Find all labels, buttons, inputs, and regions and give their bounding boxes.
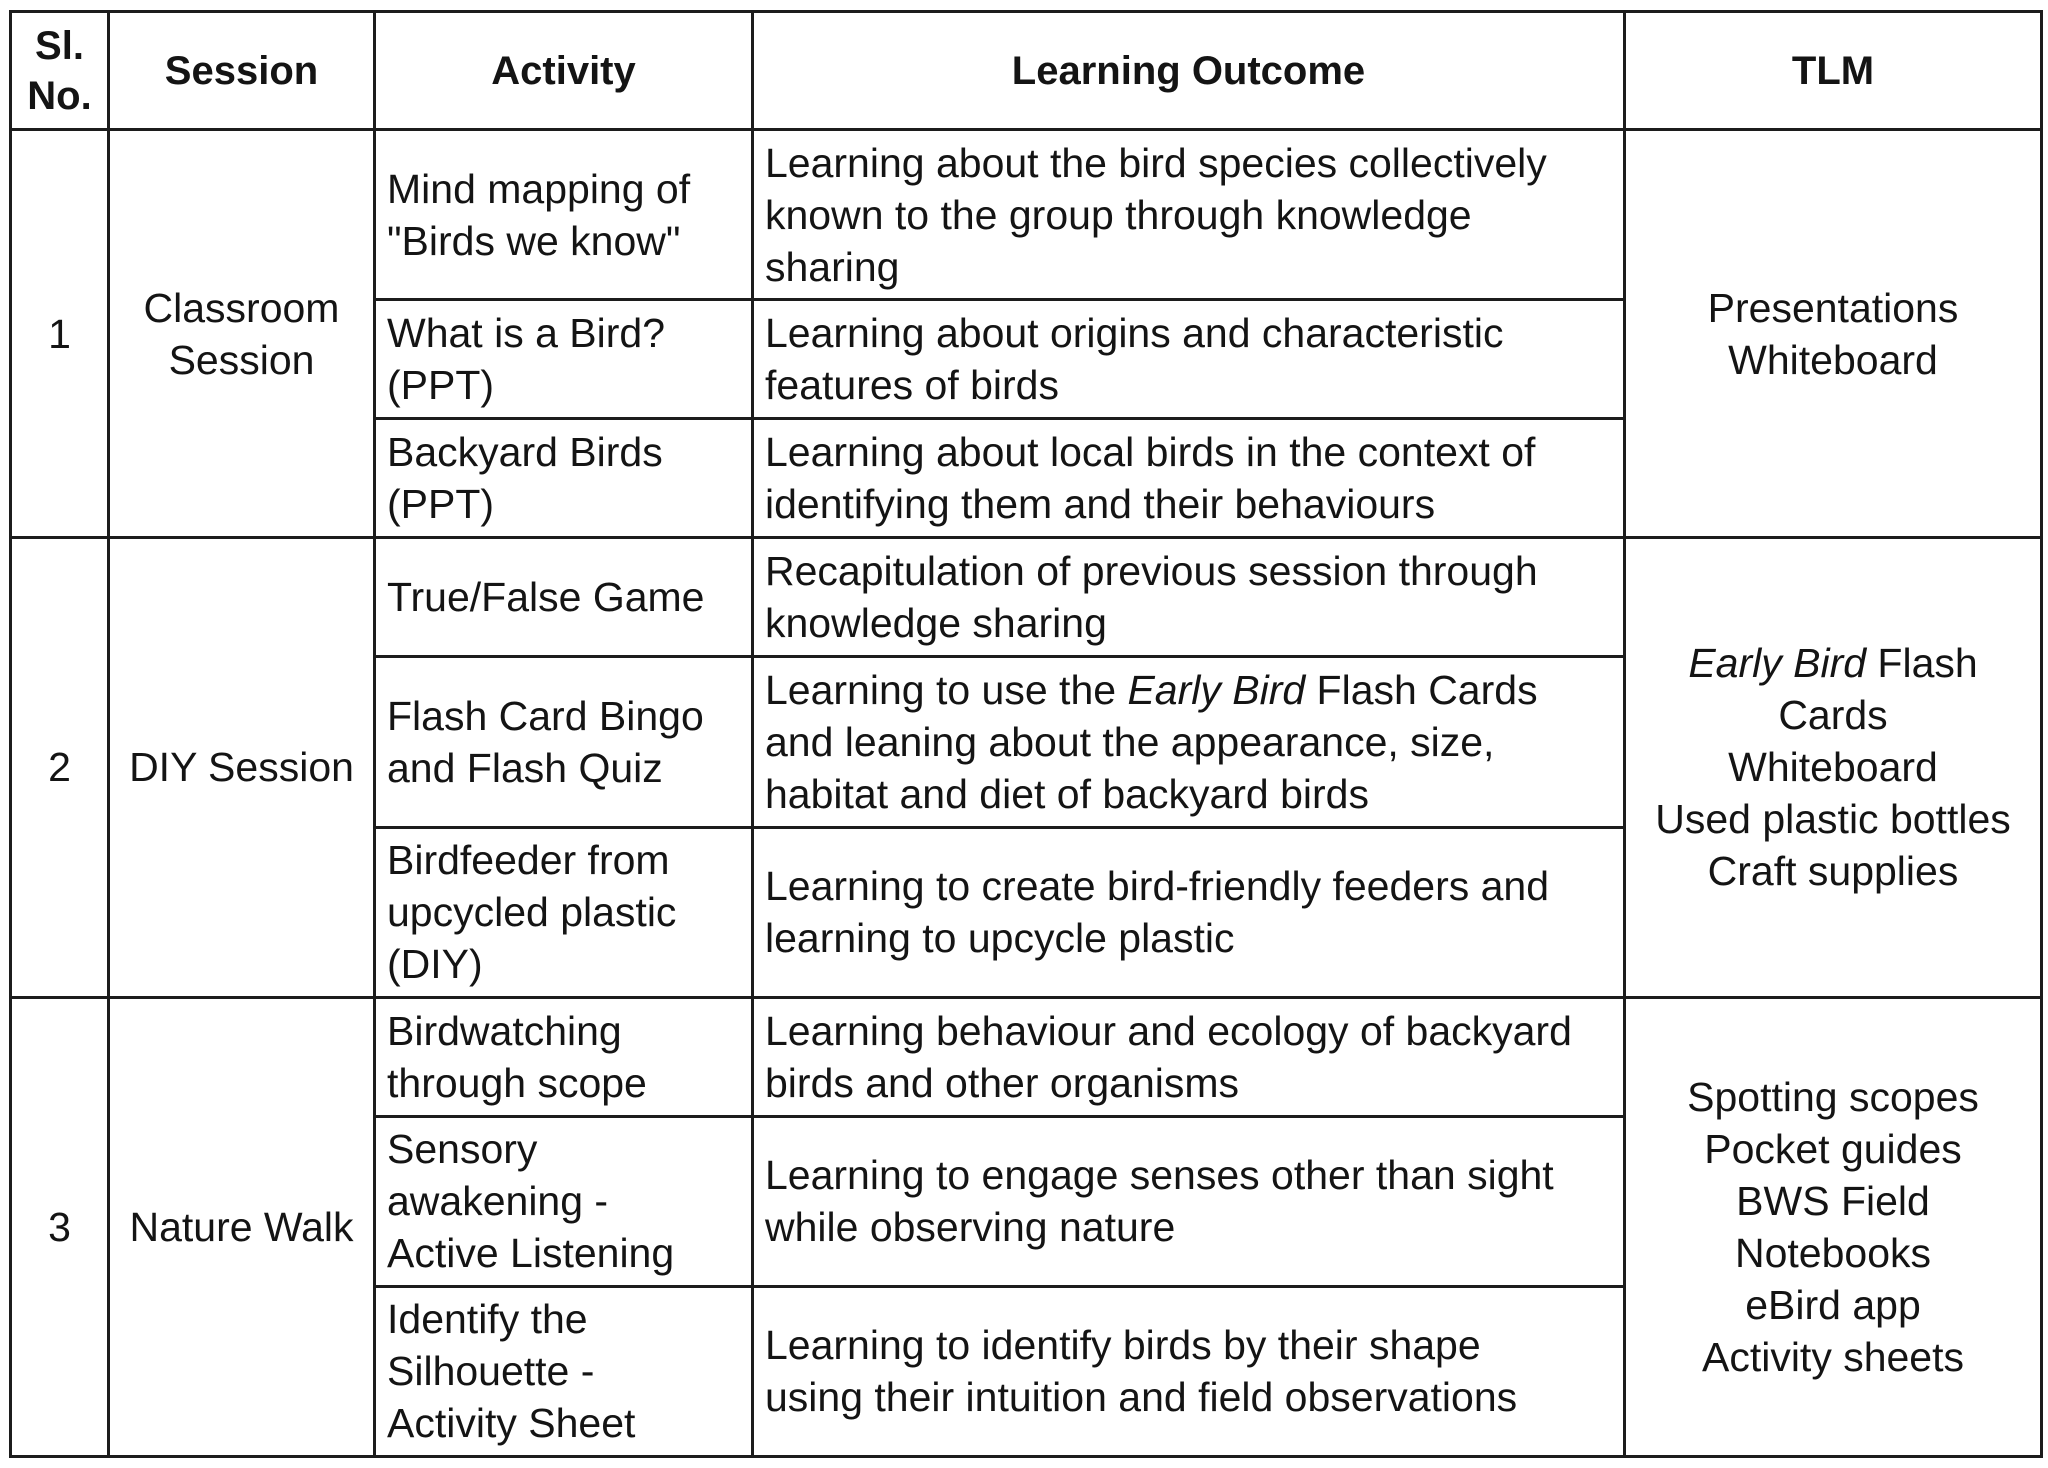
early-bird-title: Early Bird	[1688, 640, 1867, 687]
outcome-cell: Learning about local birds in the context of identifying them and their behaviours	[753, 419, 1625, 538]
outcome-cell: Learning about origins and characteristic features of birds	[753, 300, 1625, 419]
activity-cell: Identify the Silhouette - Activity Sheet	[375, 1286, 753, 1456]
header-session: Session	[109, 12, 375, 130]
outcome-cell: Recapitulation of previous session through knowledge sharing	[753, 538, 1625, 657]
header-activity: Activity	[375, 12, 753, 130]
activity-cell: Flash Card Bingo and Flash Quiz	[375, 657, 753, 827]
session-cell: Classroom Session	[109, 130, 375, 538]
session-cell: DIY Session	[109, 538, 375, 997]
tlm-cell: Spotting scopes Pocket guides BWS Field Notebooks eBird app Activity sheets	[1625, 997, 2042, 1456]
outcome-cell: Learning to identify birds by their shape using their intuition and field observations	[753, 1286, 1625, 1456]
header-learning-outcome: Learning Outcome	[753, 12, 1625, 130]
table-row	[11, 538, 2042, 657]
activity-cell: True/False Game	[375, 538, 753, 657]
sl-no-cell: 2	[11, 538, 109, 997]
sl-no-cell: 3	[11, 997, 109, 1456]
header-tlm: TLM	[1625, 12, 2042, 130]
activity-cell: What is a Bird? (PPT)	[375, 300, 753, 419]
activity-cell: Mind mapping of "Birds we know"	[375, 130, 753, 300]
activity-cell: Sensory awakening - Active Listening	[375, 1116, 753, 1286]
outcome-cell: Learning to create bird-friendly feeders and learning to upcycle plastic	[753, 827, 1625, 997]
tlm-cell: Early Bird Flash Cards Whiteboard Used plastic bottles Craft supplies	[1625, 538, 2042, 997]
sl-no-cell: 1	[11, 130, 109, 538]
header-row	[11, 12, 2042, 130]
outcome-cell: Learning to use the Early Bird Flash Cards and leaning about the appearance, size, habitat and diet of backyard birds	[753, 657, 1625, 827]
tlm-cell: Presentations Whiteboard	[1625, 130, 2042, 538]
activity-cell: Birdwatching through scope	[375, 997, 753, 1116]
early-bird-title: Early Bird	[1127, 666, 1306, 713]
activity-cell: Backyard Birds (PPT)	[375, 419, 753, 538]
session-plan-table	[9, 10, 2043, 1458]
activity-cell: Birdfeeder from upcycled plastic (DIY)	[375, 827, 753, 997]
table-row	[11, 130, 2042, 300]
session-cell: Nature Walk	[109, 997, 375, 1456]
table-row	[11, 997, 2042, 1116]
outcome-cell: Learning about the bird species collectively known to the group through knowledge sharing	[753, 130, 1625, 300]
outcome-cell: Learning behaviour and ecology of backyard birds and other organisms	[753, 997, 1625, 1116]
header-sl-no: Sl. No.	[11, 12, 109, 130]
outcome-cell: Learning to engage senses other than sight while observing nature	[753, 1116, 1625, 1286]
